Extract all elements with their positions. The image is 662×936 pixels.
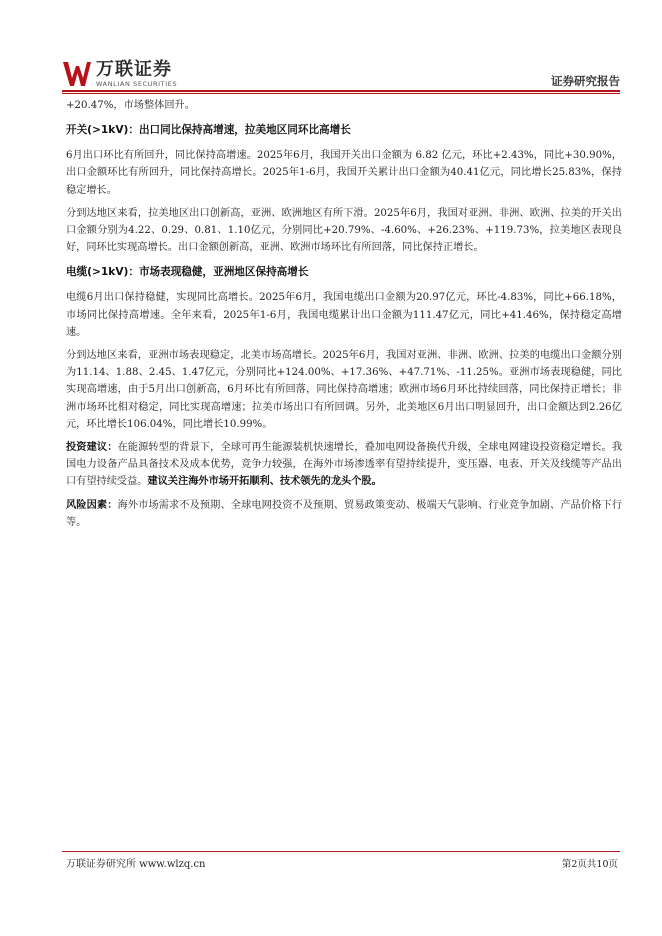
investment-advice-label: 投资建议： <box>66 442 118 454</box>
report-type-label: 证券研究报告 <box>551 74 620 88</box>
header-divider <box>62 90 620 92</box>
page-body <box>66 97 622 531</box>
header-divider-thin <box>62 93 620 94</box>
logo-english-name: WANLIAN SECURITIES <box>96 80 178 88</box>
logo-chinese-name: 万联证券 <box>96 59 172 80</box>
paragraph-risk-factors <box>66 497 622 531</box>
footer-institute: 万联证券研究所 www.wlzq.cn <box>66 859 206 870</box>
footer-divider <box>62 851 620 852</box>
paragraph-switch-regions: 分到达地区来看，拉美地区出口创新高，亚洲、欧洲地区有所下滑。2025年6月，我国对亚洲、非洲、欧洲、拉美的开关出口金额分别为4.22、0.29、0.81、1.10亿元，分别同比+20.79%、-4.60%、+26.23%、+119.73%，拉美地区表现良好，同环比实现高增长。出口金额创新高，亚洲、欧洲市场环比有所回落，同比保持正增长。 <box>66 207 622 254</box>
investment-advice-conclusion: 建议关注海外市场开拓顺利、技术领先的龙头个股。 <box>147 476 382 488</box>
footer-page-number: 第2页共10页 <box>561 859 618 870</box>
section-heading-cable: 电缆(>1kV)：市场表现稳健，亚洲地区保持高增长 <box>66 266 309 279</box>
investment-advice-body: 在能源转型的背景下，全球可再生能源装机快速增长，叠加电网设备换代升级，全球电网建设投资稳定增长。我国电力设备产品具备技术及成本优势，竞争力较强，在海外市场渗透率有望持续提升，变压器、电表、开关及线缆等产品出口有望持续受益。 <box>66 442 623 488</box>
paragraph-cable-overview: 电缆6月出口保持稳健，实现同比高增长。2025年6月，我国电缆出口金额为20.97亿元，环比-4.83%，同比+66.18%，市场同比保持高增速。全年来看，2025年1-6月，我国电缆累计出口金额为111.47亿元，同比+41.46%，保持稳定高增速。 <box>66 292 622 338</box>
risk-factors-label: 风险因素： <box>66 499 118 511</box>
paragraph-continuation: +20.47%，市场整体回升。 <box>66 100 195 111</box>
page-header <box>62 58 620 94</box>
company-logo <box>62 60 177 88</box>
risk-factors-body: 海外市场需求不及预期、全球电网投资不及预期、贸易政策变动、极端天气影响、行业竞争加剧、产品价格下行等。 <box>66 499 623 528</box>
paragraph-cable-regions: 分到达地区来看，亚洲市场表现稳定，北美市场高增长。2025年6月，我国对亚洲、非洲、欧洲、拉美的电缆出口金额分别为11.14、1.88、2.45、1.47亿元，分别同比+124.00%、+17.36%、+47.71%、-11.25%。亚洲市场表现稳健，同比实现高增速，由于5月出口创新高，6月环比有所回落，同比保持高增速；欧洲市场6月环比持续回落，同比保持正增长；非洲市场环比相对稳定，同比实现高增速；拉美市场出口有所回调。另外，北美地区6月出口明显回升，出口金额达到2.26亿元，环比增长106.04%，同比增长10.99%。 <box>66 350 622 430</box>
paragraph-investment-advice <box>66 439 622 491</box>
section-heading-switch: 开关(>1kV)：出口同比保持高增速，拉美地区同环比高增长 <box>66 124 351 137</box>
paragraph-switch-overview: 6月出口环比有所回升，同比保持高增速。2025年6月，我国开关出口金额为 6.82 亿元，环比+2.43%，同比+30.90%，出口金额环比有所回升，同比保持高增长。2025年1-6月，我国开关累计出口金额为40.41亿元，同比增长25.83%，保持稳定增长。 <box>66 150 622 196</box>
wanlian-logo-icon <box>62 60 92 88</box>
